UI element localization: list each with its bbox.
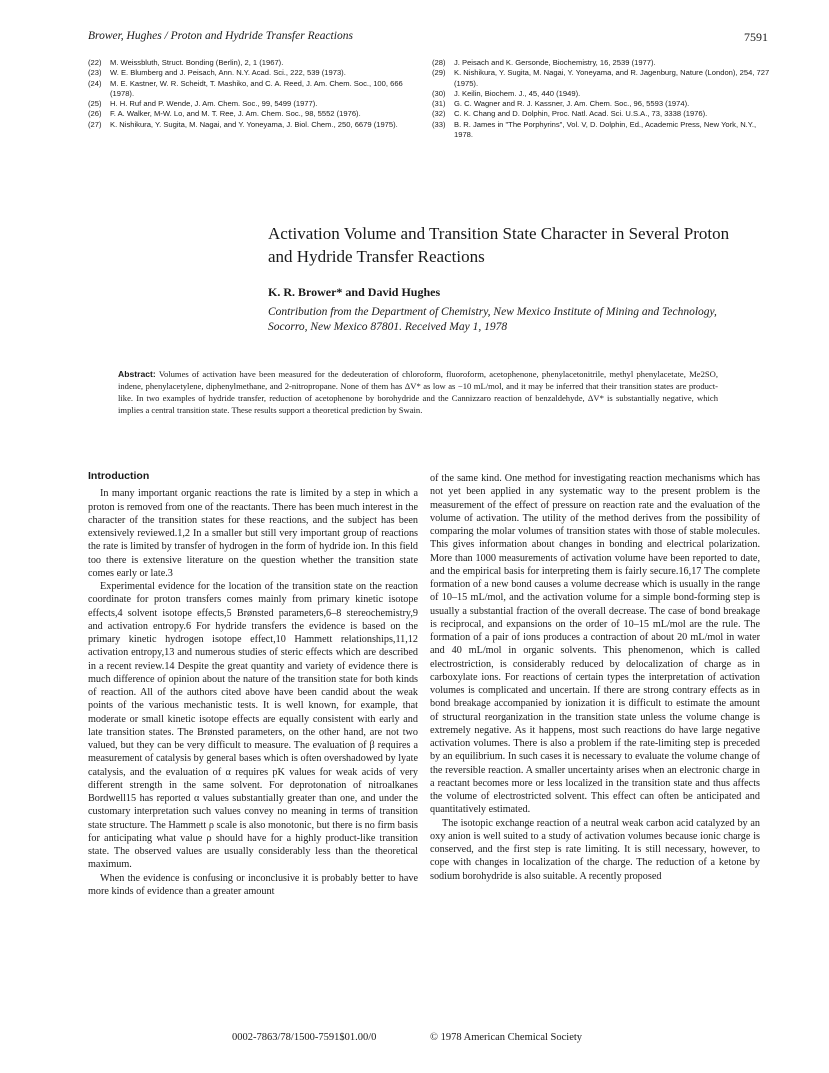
paragraph: The isotopic exchange reaction of a neutral weak carbon acid catalyzed by an oxy anion is well suited to a study of activation volumes because ionic charge is conserved, and the first step is rate limiting. It is still necessary, however, to cope with changes in localization of the charge. The reduction of a ketone by sodium borohydride is also suitable. A recently proposed <box>430 817 760 882</box>
running-header <box>88 30 768 46</box>
reference-item: (32) C. K. Chang and D. Dolphin, Proc. Natl. Acad. Sci. U.S.A., 73, 3338 (1976). <box>432 109 708 119</box>
article-affiliation: Contribution from the Department of Chemistry, New Mexico Institute of Mining and Technology, Socorro, New Mexico 87801. Received May 1, 1978 <box>268 306 717 333</box>
abstract <box>118 368 718 416</box>
abstract-label: Abstract: <box>118 369 156 379</box>
paragraph: Experimental evidence for the location of the transition state on the reaction coordinate for proton transfers comes mainly from primary kinetic isotope effects,4 solvent isotope effects,5 Brønsted parameters,6–8 stereochemistry,9 and activation entropy.6 For hydride transfers the evidence is based on the primary kinetic hydrogen isotope effect,10 Hammett relationships,11,12 activation entropy,13 and numerous studies of steric effects which are described in a recent review.14 Despite the great quantity and variety of evidence there is much difference of opinion about the nature of the transition state for both kinds of reaction. All of the authors cited above have been candid about the weak points of the various mechanistic tests. It is well known, for example, that moderate or small kinetic isotope effects are equally consistent with early and late transition states. The Brønsted parameters, on the other hand, are not two valued, but they can be very difficult to measure. The evaluation of β requires a measurement of catalysis by general bases which is often overshadowed by lyate catalysis, and the evaluation of α requires pK values for weak acids of very different strength in the same solvent. For deprotonation of nitroalkanes Bordwell15 has reported α values substantially greater than one, and under the customary interpretation such values convey no meaning in terms of transition state structure. The Hammett ρ scale is also monotonic, but there is no firm basis for anticipating what value ρ should have for a highly product-like transition state. The observed values are usually considerably less than the theoretical maximum. <box>88 581 418 871</box>
copyright-notice: © 1978 American Chemical Society <box>430 1032 583 1043</box>
reference-item: (31) G. C. Wagner and R. J. Kassner, J. Am. Chem. Soc., 96, 5593 (1974). <box>432 99 690 109</box>
article-code: 0002-7863/78/1500-7591$01.00/0 <box>232 1032 377 1043</box>
references-left-column <box>88 58 406 130</box>
references-right-column <box>432 58 770 140</box>
reference-item: (29) K. Nishikura, Y. Sugita, M. Nagai, Y. Yoneyama, and R. Jagenburg, Nature (London), 254, 727 (1975). <box>432 68 770 88</box>
reference-item: (25) H. H. Ruf and P. Wende, J. Am. Chem. Soc., 99, 5499 (1977). <box>88 99 318 109</box>
article-authors: K. R. Brower* and David Hughes <box>268 285 441 299</box>
reference-item: (22) M. Weissbluth, Struct. Bonding (Berlin), 2, 1 (1967). <box>88 58 284 67</box>
running-title: Brower, Hughes / Proton and Hydride Transfer Reactions <box>88 30 353 42</box>
abstract-text: Volumes of activation have been measured for the dedeuteration of chloroform, fluoroform, acetophenone, phenylacetonitrile, methyl phenylacetate, Me2SO, indene, phenylacetylene, diphenylmethane, and 2-nitropropane. None of them has ΔV* as low as −10 mL/mol, and it may be inferred that their transition states are product-like. In two examples of hydride transfer, reduction of acetophenone by borohydride and the Cannizzaro reaction of benzaldehyde, ΔV* is substantially negative, which implies a central transition state. These results support a theoretical prediction by Swain. <box>118 369 718 415</box>
article-title: Activation Volume and Transition State Character in Several Proton and Hydride Transfer Reactions <box>268 224 730 266</box>
reference-item: (33) B. R. James in "The Porphyrins", Vol. V, D. Dolphin, Ed., Academic Press, New York, N.Y., 1978. <box>432 119 757 140</box>
body-right-column <box>430 472 760 883</box>
section-heading-introduction: Introduction <box>88 470 150 482</box>
reference-item: (28) J. Peisach and K. Gersonde, Biochemistry, 16, 2539 (1977). <box>432 58 656 67</box>
paragraph: In many important organic reactions the rate is limited by a step in which a proton is removed from one of the reactants. There has been much interest in the character of the transition states for these reactions, and the subject has been extensively reviewed.1,2 In a smaller but still very important group of reactions the rate is limited by transfer of hydrogen in the form of hydride ion. In this field too there is extensive literature on the question whether the transition state comes early or late.3 <box>88 488 418 579</box>
reference-item: (24) M. E. Kastner, W. R. Scheidt, T. Mashiko, and C. A. Reed, J. Am. Chem. Soc., 100, 666 (1978). <box>88 78 403 98</box>
reference-item: (27) K. Nishikura, Y. Sugita, M. Nagai, and Y. Yoneyama, J. Biol. Chem., 250, 6679 (1975). <box>88 119 398 129</box>
reference-item: (23) W. E. Blumberg and J. Peisach, Ann. N.Y. Acad. Sci., 222, 539 (1973). <box>88 68 346 78</box>
paragraph: of the same kind. One method for investigating reaction mechanisms which has not yet been applied in any systematic way to the present problem is the measurement of the effect of pressure on reaction rate and the evaluation of the volume of activation. The utility of the method derives from the possibility of comparing the molar volumes of transition states with those of stable molecules. This gives information about changes in bonding and electrical polarization. More than 1000 measurements of activation volume have been reported to date, and the empirical basis for interpreting them is fairly secure.16,17 The complete formation of a new bond causes a volume decrease which is usually in the range of 10–15 mL/mol, and the activation volume for a simple bond-forming step is usually a substantial fraction of the overall decrease. The case of bond breakage is reciprocal, and expansions on the order of 10–15 mL/mol are the rule. The formation of a pair of ions produces a contraction of about 20 mL/mol in water and 40 mL/mol in organic solvents. This phenomenon, which is called electrostriction, is considerably reduced by delocalization of charge as in carboxylate ions. For reactions of certain types the interpretation of activation volumes is complicated and uncertain. If there are strong contrary effects as in bond breakage accompanied by ionization it is difficult to estimate the amount of structural reorganization in the transition state unless the volume change is extremely negative. As it happens, most such reactions do have large negative activation volumes. There is also a problem if the rate-limiting step is preceded by an equilibrium. In such cases it is necessary to evaluate the volume change of the reversible reaction. A smaller uncertainty arises when an electronic charge in a reactant becomes more or less localized in the transition state and thus affects the volume of electrostricted solvent. This effect can often be anticipated and quantitatively estimated. <box>430 473 760 816</box>
reference-item: (30) J. Keilin, Biochem. J., 45, 440 (1949). <box>432 88 581 98</box>
paragraph: When the evidence is confusing or inconclusive it is probably better to have more kinds of evidence than a greater amount <box>88 872 418 897</box>
body-left-column <box>88 470 418 898</box>
reference-item: (26) F. A. Walker, M-W. Lo, and M. T. Ree, J. Am. Chem. Soc., 98, 5552 (1976). <box>88 109 361 119</box>
page-number: 7591 <box>744 30 768 44</box>
